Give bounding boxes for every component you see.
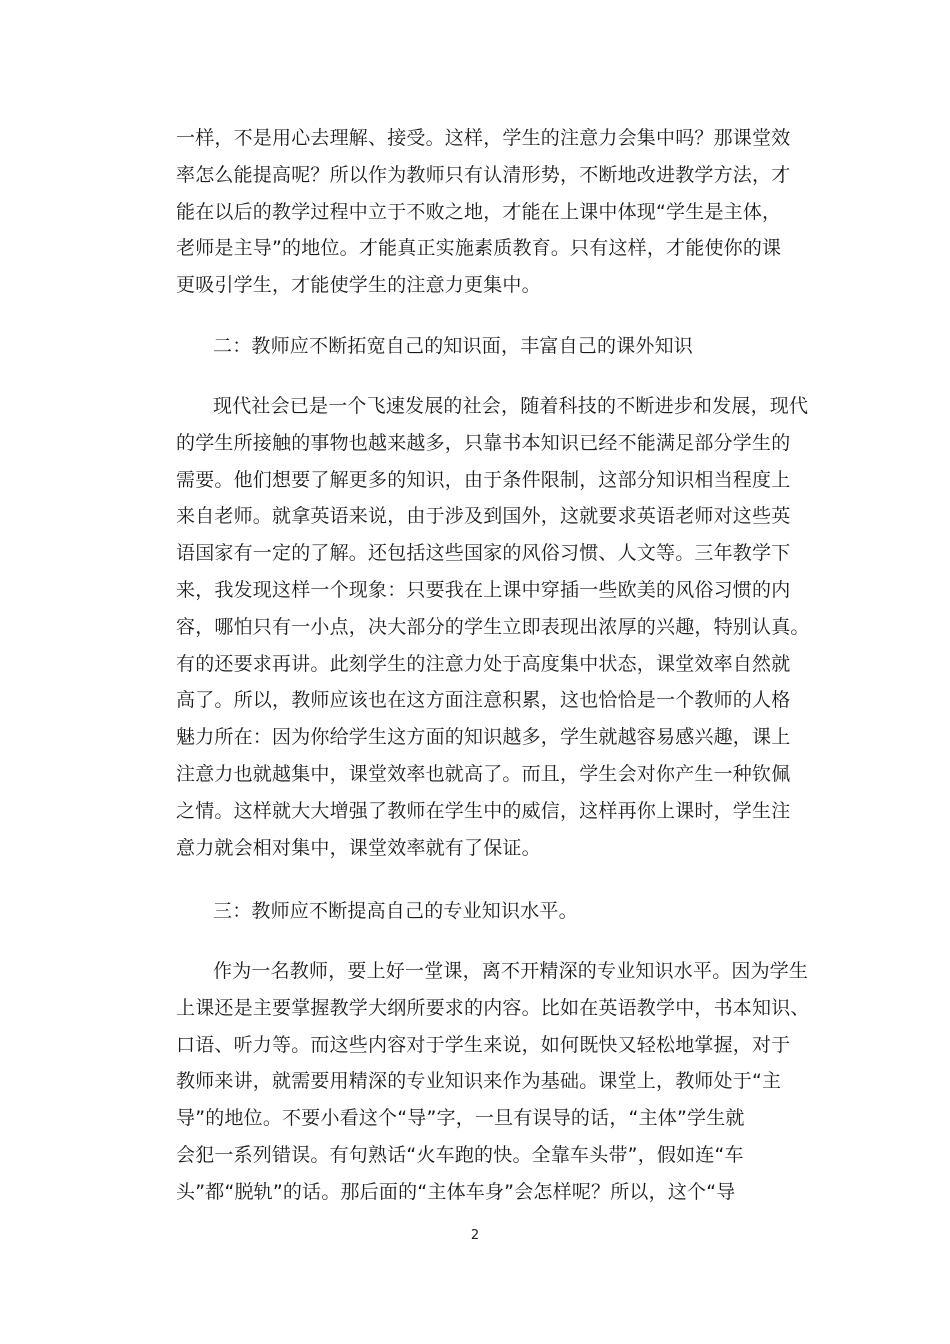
text-line: 魅力所在：因为你给学生这方面的知识越多，学生就越容易感兴趣，课上: [176, 726, 791, 749]
text-line: 作为一名教师，要上好一堂课，离不开精深的专业知识水平。因为学生: [213, 960, 809, 982]
text-line: 教师来讲，就需要用精深的专业知识来作为基础。课堂上，教师处于“主: [176, 1070, 782, 1093]
text-line: 来自老师。就拿英语来说，由于涉及到国外，这就要求英语老师对这些英: [176, 505, 791, 528]
paragraph-continuation: [176, 120, 816, 304]
text-line: 会犯一系列错误。有句熟话“火车跑的快。全靠车头带”，假如连“车: [176, 1143, 744, 1166]
text-line: 口语、听力等。而这些内容对于学生来说，如何既快又轻松地掌握，对于: [176, 1033, 791, 1056]
paragraph-section-3: [176, 953, 816, 1211]
text-line: 导”的地位。不要小看这个“导”字，一旦有误导的话，“主体”学生就: [176, 1107, 745, 1130]
section-heading-3: [176, 893, 816, 930]
page-number: 2: [470, 1228, 480, 1243]
text-line: 需要。他们想要了解更多的知识，由于条件限制，这部分知识相当程度上: [176, 468, 791, 491]
text-line: 之情。这样就大大增强了教师在学生中的威信，这样再你上课时，学生注: [176, 799, 791, 822]
text-line: 一样，不是用心去理解、接受。这样，学生的注意力会集中吗？那课堂效: [176, 127, 791, 149]
section-heading-2: [176, 328, 816, 365]
text-line: 意力就会相对集中，课堂效率就有了保证。: [176, 836, 541, 859]
paragraph-section-2: [176, 388, 816, 866]
text-line: 现代社会已是一个飞速发展的社会，随着科技的不断进步和发展，现代: [213, 395, 809, 417]
heading-text: 二：教师应不断拓宽自己的知识面，丰富自己的课外知识: [213, 335, 694, 357]
text-line: 头”都“脱轨”的话。那后面的“主体车身”会怎样呢？所以，这个“导: [176, 1180, 736, 1203]
text-line: 率怎么能提高呢？所以作为教师只有认清形势，不断地改进教学方法，才: [176, 163, 791, 186]
text-line: 高了。所以，教师应该也在这方面注意积累，这也恰恰是一个教师的人格: [176, 689, 791, 712]
heading-text: 三：教师应不断提高自己的专业知识水平。: [213, 900, 578, 922]
text-line: 有的还要求再讲。此刻学生的注意力处于高度集中状态，课堂效率自然就: [176, 652, 791, 675]
text-line: 的学生所接触的事物也越来越多，只靠书本知识已经不能满足部分学生的: [176, 431, 791, 454]
text-line: 更吸引学生，才能使学生的注意力更集中。: [176, 274, 541, 297]
text-line: 容，哪怕只有一小点，决大部分的学生立即表现出浓厚的兴趣，特别认真。: [176, 615, 810, 638]
text-line: 语国家有一定的了解。还包括这些国家的风俗习惯、人文等。三年教学下: [176, 542, 791, 565]
text-line: 注意力也就越集中，课堂效率也就高了。而且，学生会对你产生一种钦佩: [176, 762, 791, 785]
text-line: 来，我发现这样一个现象：只要我在上课中穿插一些欧美的风俗习惯的内: [176, 578, 791, 601]
text-line: 上课还是主要掌握教学大纲所要求的内容。比如在英语教学中，书本知识、: [176, 996, 810, 1019]
text-line: 老师是主导”的地位。才能真正实施素质教育。只有这样，才能使你的课: [176, 237, 782, 260]
text-line: 能在以后的教学过程中立于不败之地，才能在上课中体现“学生是主体，: [176, 200, 782, 223]
